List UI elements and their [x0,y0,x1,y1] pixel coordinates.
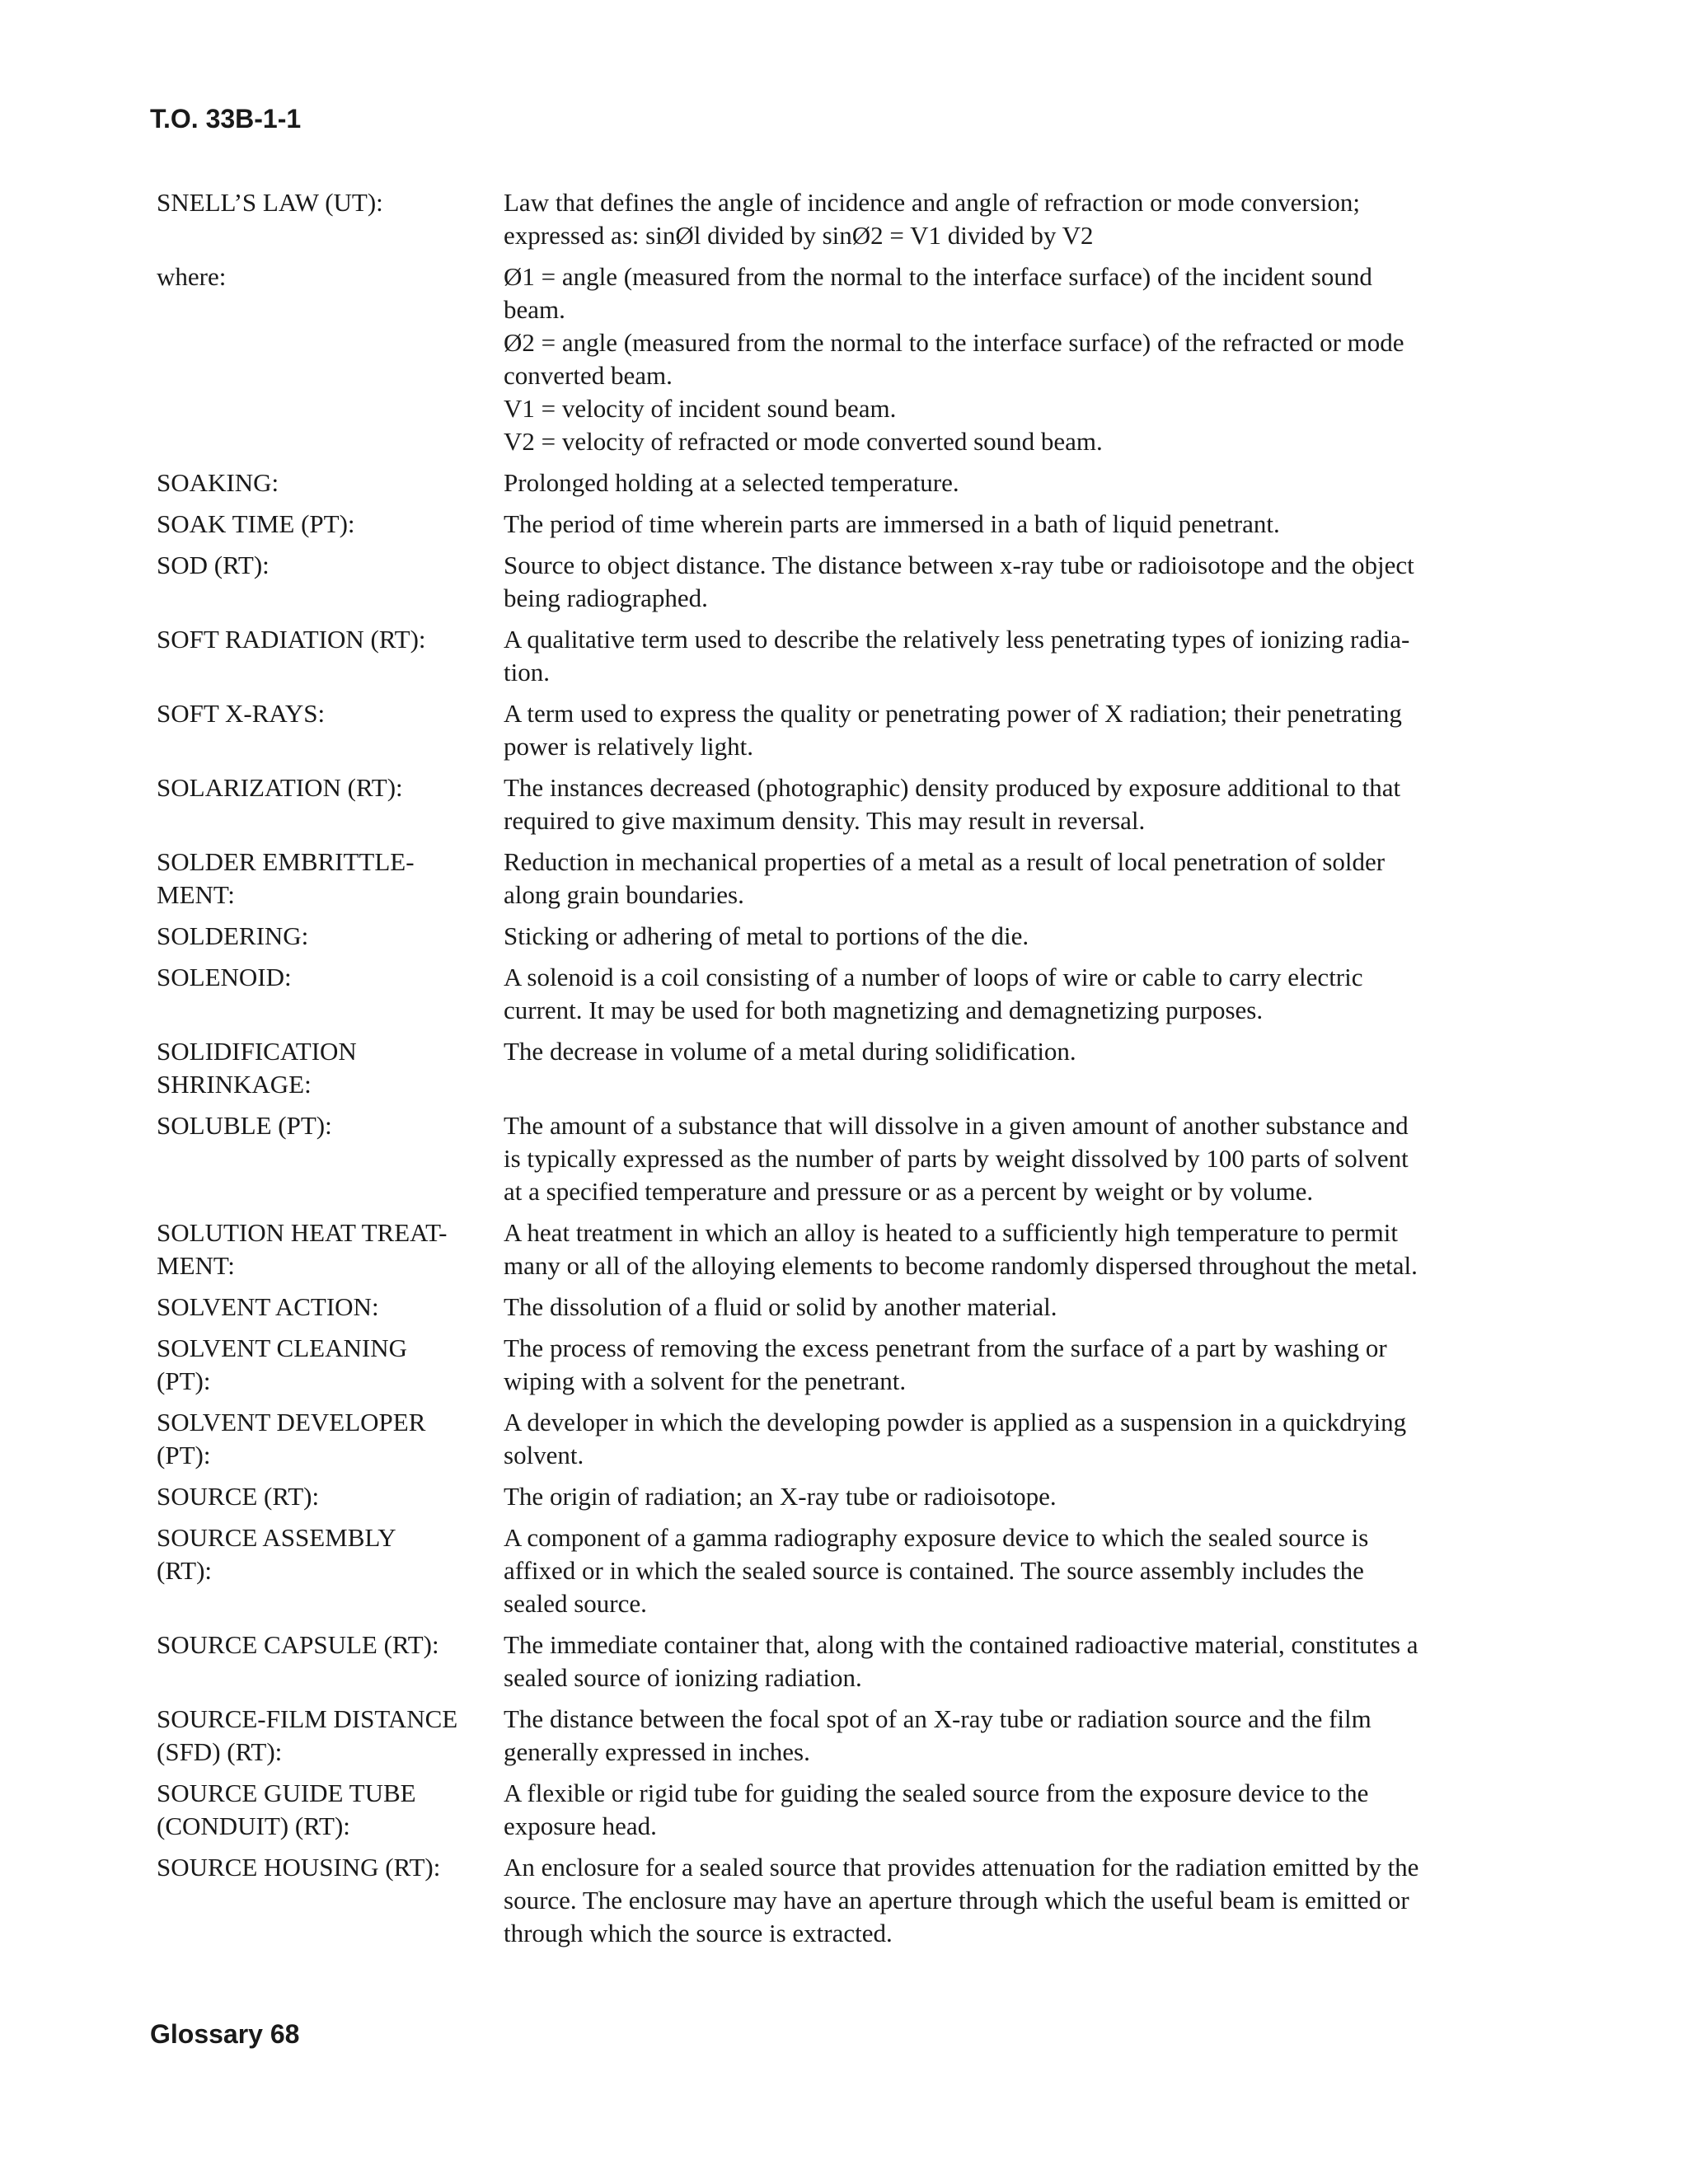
glossary-definition [504,549,1525,615]
glossary-entry [157,1480,1525,1513]
definition-line: The period of time wherein parts are immersed in a bath of liquid penetrant. [504,509,1280,538]
definition-line: along grain boundaries. [504,880,744,909]
glossary-entry [157,961,1525,1027]
term-line: SHRINKAGE: [157,1070,312,1099]
definition-line: Reduction in mechanical properties of a metal as a result of local penetration of solder [504,847,1386,876]
term-line: (CONDUIT) (RT): [157,1811,350,1840]
definition-line: Law that defines the angle of incidence and angle of refraction or mode conversion; [504,188,1360,217]
term-line: SOLDERING: [157,921,309,950]
definition-line: required to give maximum density. This may result in reversal. [504,806,1146,835]
glossary-definition [504,1777,1525,1843]
definition-line: The immediate container that, along with the contained radioactive material, constitutes a [504,1630,1418,1659]
glossary-entry [157,260,1525,458]
glossary-definition [504,186,1525,252]
glossary-list [157,186,1525,1958]
term-line: SOD (RT): [157,551,270,579]
term-line: SOURCE GUIDE TUBE [157,1779,416,1807]
glossary-entry [157,697,1525,763]
term-line: (RT): [157,1556,213,1585]
glossary-definition [504,1109,1525,1208]
term-line: (PT): [157,1441,211,1469]
definition-line: wiping with a solvent for the penetrant. [504,1366,907,1395]
glossary-entry [157,1851,1525,1950]
glossary-definition [504,1332,1525,1398]
term-line: SOLENOID: [157,963,292,991]
term-line: (PT): [157,1366,211,1395]
definition-line: beam. [504,295,565,324]
glossary-entry [157,846,1525,912]
term-line: SOLVENT ACTION: [157,1292,379,1321]
definition-line: A heat treatment in which an alloy is heated to a sufficiently high temperature to permit [504,1218,1398,1247]
term-line: SOAKING: [157,468,279,497]
term-line: SOAK TIME (PT): [157,509,355,538]
definition-line: at a specified temperature and pressure or as a percent by weight or by volume. [504,1177,1314,1206]
glossary-term [157,771,504,837]
glossary-term [157,1521,504,1620]
glossary-definition [504,920,1525,953]
glossary-term [157,1703,504,1769]
glossary-term [157,1332,504,1398]
definition-line: Sticking or adhering of metal to portions of the die. [504,921,1029,950]
glossary-term [157,1216,504,1282]
definition-line: The instances decreased (photographic) density produced by exposure additional to that [504,773,1401,802]
definition-line: The amount of a substance that will dissolve in a given amount of another substance and [504,1111,1409,1140]
term-line: SOFT RADIATION (RT): [157,625,426,654]
glossary-definition [504,1480,1525,1513]
definition-line: The origin of radiation; an X-ray tube or radioisotope. [504,1482,1057,1511]
glossary-term [157,466,504,499]
term-line: SOLIDIFICATION [157,1037,357,1066]
definition-line: generally expressed in inches. [504,1737,810,1766]
glossary-entry [157,1777,1525,1843]
glossary-entry [157,1332,1525,1398]
glossary-definition [504,1521,1525,1620]
definition-line: through which the source is extracted. [504,1919,893,1947]
glossary-definition [504,1703,1525,1769]
glossary-term [157,697,504,763]
glossary-definition [504,1291,1525,1324]
glossary-entry [157,1406,1525,1472]
glossary-entry [157,1521,1525,1620]
glossary-term [157,549,504,615]
definition-line: source. The enclosure may have an aperture through which the useful beam is emitted or [504,1886,1409,1915]
glossary-definition [504,771,1525,837]
definition-line: A flexible or rigid tube for guiding the sealed source from the exposure device to the [504,1779,1369,1807]
definition-line: A qualitative term used to describe the relatively less penetrating types of ionizing radia- [504,625,1410,654]
definition-line: affixed or in which the sealed source is contained. The source assembly includes the [504,1556,1364,1585]
definition-line: power is relatively light. [504,732,754,761]
glossary-entry [157,1109,1525,1208]
glossary-term [157,1035,504,1101]
glossary-definition [504,508,1525,541]
definition-line: Prolonged holding at a selected temperature. [504,468,959,497]
term-line: SOLVENT DEVELOPER [157,1408,426,1436]
definition-line: is typically expressed as the number of parts by weight dissolved by 100 parts of solvent [504,1144,1409,1173]
term-line: SOLARIZATION (RT): [157,773,403,802]
glossary-definition [504,1216,1525,1282]
definition-line: The distance between the focal spot of an X-ray tube or radiation source and the film [504,1704,1372,1733]
term-line: SOURCE (RT): [157,1482,320,1511]
glossary-term [157,1480,504,1513]
glossary-entry [157,1291,1525,1324]
glossary-term [157,1406,504,1472]
glossary-entry [157,1035,1525,1101]
glossary-term [157,1629,504,1694]
glossary-term [157,920,504,953]
glossary-term [157,1777,504,1843]
definition-line: The dissolution of a fluid or solid by another material. [504,1292,1057,1321]
definition-line: The process of removing the excess penetrant from the surface of a part by washing or [504,1333,1387,1362]
glossary-entry [157,920,1525,953]
term-line: where: [157,262,227,291]
definition-line: tion. [504,658,550,687]
glossary-entry [157,1703,1525,1769]
term-line: SOLUTION HEAT TREAT- [157,1218,448,1247]
glossary-term [157,961,504,1027]
glossary-definition [504,623,1525,689]
definition-line: Ø1 = angle (measured from the normal to the interface surface) of the incident sound [504,262,1372,291]
glossary-term [157,1851,504,1950]
definition-line: Ø2 = angle (measured from the normal to the interface surface) of the refracted or mode [504,328,1404,357]
definition-line: An enclosure for a sealed source that provides attenuation for the radiation emitted by the [504,1853,1419,1882]
term-line: MENT: [157,880,235,909]
definition-line: converted beam. [504,361,673,390]
glossary-entry [157,466,1525,499]
glossary-term [157,623,504,689]
glossary-definition [504,1406,1525,1472]
term-line: SOLDER EMBRITTLE- [157,847,415,876]
definition-line: exposure head. [504,1811,657,1840]
glossary-definition [504,1629,1525,1694]
definition-line: Source to object distance. The distance between x-ray tube or radioisotope and the object [504,551,1414,579]
glossary-definition [504,697,1525,763]
definition-line: The decrease in volume of a metal during solidification. [504,1037,1076,1066]
glossary-term [157,846,504,912]
glossary-entry [157,186,1525,252]
glossary-term [157,1291,504,1324]
term-line: SOURCE-FILM DISTANCE [157,1704,458,1733]
glossary-definition [504,961,1525,1027]
glossary-entry [157,623,1525,689]
glossary-entry [157,771,1525,837]
term-line: SOURCE ASSEMBLY [157,1523,396,1552]
definition-line: expressed as: sinØl divided by sinØ2 = V1 divided by V2 [504,221,1094,250]
definition-line: many or all of the alloying elements to become randomly dispersed throughout the metal. [504,1251,1418,1280]
glossary-term [157,508,504,541]
definition-line: A solenoid is a coil consisting of a number of loops of wire or cable to carry electric [504,963,1363,991]
glossary-definition [504,466,1525,499]
term-line: SOLUBLE (PT): [157,1111,332,1140]
term-line: MENT: [157,1251,235,1280]
definition-line: current. It may be used for both magnetizing and demagnetizing purposes. [504,996,1264,1024]
glossary-term [157,1109,504,1208]
definition-line: A developer in which the developing powder is applied as a suspension in a quickdrying [504,1408,1407,1436]
definition-line: being radiographed. [504,583,708,612]
term-line: SNELL’S LAW (UT): [157,188,383,217]
definition-line: A component of a gamma radiography exposure device to which the sealed source is [504,1523,1369,1552]
definition-line: V1 = velocity of incident sound beam. [504,394,897,423]
term-line: SOLVENT CLEANING [157,1333,407,1362]
glossary-entry [157,508,1525,541]
glossary-term [157,186,504,252]
glossary-definition [504,846,1525,912]
glossary-entry [157,549,1525,615]
definition-line: V2 = velocity of refracted or mode converted sound beam. [504,427,1103,456]
page-number: Glossary 68 [150,2019,300,2049]
glossary-entry [157,1629,1525,1694]
document-number: T.O. 33B-1-1 [150,104,302,134]
definition-line: A term used to express the quality or penetrating power of X radiation; their penetrating [504,699,1402,728]
term-line: (SFD) (RT): [157,1737,283,1766]
glossary-definition [504,1035,1525,1101]
glossary-definition [504,260,1525,458]
term-line: SOURCE HOUSING (RT): [157,1853,441,1882]
term-line: SOURCE CAPSULE (RT): [157,1630,439,1659]
definition-line: solvent. [504,1441,584,1469]
glossary-definition [504,1851,1525,1950]
definition-line: sealed source. [504,1589,647,1618]
glossary-entry [157,1216,1525,1282]
glossary-term [157,260,504,458]
term-line: SOFT X-RAYS: [157,699,326,728]
definition-line: sealed source of ionizing radiation. [504,1663,862,1692]
